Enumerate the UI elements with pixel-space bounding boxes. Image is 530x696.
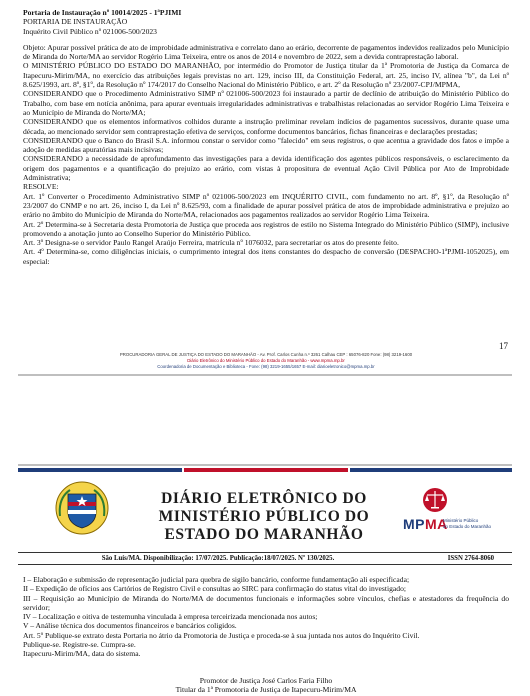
page-divider bbox=[18, 374, 512, 376]
preamble-paragraph: O MINISTÉRIO PÚBLICO DO ESTADO DO MARANHÃO, por intermédio do Promotor de Justiça titular da 1ª Promotoria de Justiça da Comarca de Itapecuru-Mirim/MA, no exercício das atribuições legais previstas no art. 129, inciso III, da Constituição Federal, art. 25, inciso IV, alínea "b", da Lei nº 8.625/1993, art. 8º, §1º, da Resolução nº 174/2017 do Conselho Nacional do Ministério Público, e art. 2º da Resolução nº 23/2007-CPJ/MPMA, bbox=[23, 61, 509, 90]
considerando-2: CONSIDERANDO que os elementos informativos colhidos durante a instrução preliminar revelam indícios de pagamentos sucessivos, durante quase uma década, ao mencionado servidor sem contraprestação efetiva de serviços, conforme documentos bancários, fichas financeiras e declarações prestadas; bbox=[23, 117, 509, 136]
place-date: Itapecuru-Mirim/MA, data do sistema. bbox=[23, 649, 141, 659]
portaria-heading: Portaria de Instauração nº 10014/2025 - 1ªPJIMI bbox=[23, 8, 182, 17]
considerando-3: CONSIDERANDO que o Banco do Brasil S.A. informou constar o servidor como "falecido" em seus registros, o que acentua a gravidade dos fatos e impõe a adoção de medidas apuratórias mais incisivas; bbox=[23, 135, 509, 155]
masthead bbox=[18, 476, 512, 546]
diligence-item-3: III – Requisição ao Município de Miranda do Norte/MA de documentos funcionais e informações sobre vínculos, chefias e atestadores da frequência do servidor; bbox=[23, 593, 509, 612]
portaria-continuation bbox=[23, 575, 509, 659]
signatory-title: Titular da 1ª Promotoria de Justiça de Itapecuru-Mirim/MA bbox=[175, 685, 357, 694]
diligence-item-2: II – Expedição de ofícios aos Cartórios de Registro Civil e consultas ao SIRC para confirmação do status vital do investigado; bbox=[23, 584, 406, 594]
publication-order: Publique-se. Registre-se. Cumpra-se. bbox=[23, 640, 136, 650]
article-1: Art. 1º Converter o Procedimento Administrativo SIMP nº 021006-500/2023 em INQUÉRITO CIVIL, com fundamento no art. 8º, §1º, da Resolução nº 23/2007 do CNMP e no art. 26, inciso I, da Lei nº 8.625/93, com a finalidade de apurar possível prática de atos de improbidade administrativa e prejuízo ao erário no âmbito do Município de Miranda do Norte/MA, relacionados aos pagamentos realizados ao servidor Rogério Lima Teixeira. bbox=[23, 191, 509, 220]
footer-contact: Coordenadoria de Documentação e Biblioteca - Fone: (98) 3219-1655/1657 E-mail: diarioeletronico@mpma.mp.br bbox=[157, 364, 375, 369]
considerando-1: CONSIDERANDO que o Procedimento Administrativo SIMP nº 021006-500/2023 foi instaurado a partir de declínio de atribuição do Ministério Público do Trabalho, com base em notícia anônima, para apurar eventuais irregularidades administrativas e trabalhistas relacionadas ao servidor Rogério Lima Teixeira e ao Município de Miranda do Norte/MA; bbox=[23, 89, 509, 117]
mpma-logo-text: MPMA bbox=[403, 516, 448, 532]
article-5: Art. 5º Publique-se extrato desta Portaria no átrio da Promotoria de Justiça e proceda-se à sua juntada nos autos do Inquérito Civil. bbox=[23, 630, 420, 640]
issn: ISSN 2764-8060 bbox=[447, 555, 494, 562]
article-4: Art. 4º Determina-se, como diligências iniciais, o cumprimento integral dos itens constantes do despacho de conversão (DESPACHO-1ªPJMI-1052025), em especial: bbox=[23, 247, 509, 266]
masthead-color-bars bbox=[18, 468, 512, 473]
coat-of-arms-icon bbox=[54, 480, 110, 536]
page-divider bbox=[18, 464, 512, 466]
edition-info: São Luís/MA. Disponibilização: 17/07/2025. Publicação:18/07/2025. Nº 130/2025. bbox=[101, 555, 335, 562]
inquerito-number: Inquérito Civil Público nº 021006-500/2023 bbox=[23, 26, 157, 36]
footer-address: PROCURADORIA GERAL DE JUSTIÇA DO ESTADO DO MARANHÃO - Av. Prof. Carlos Cunha n.º 3261 Calhau CEP : 65076-820 Fone: (98) 3219-1600 bbox=[119, 352, 413, 357]
signature-block bbox=[23, 676, 509, 694]
signatory-name: Promotor de Justiça José Carlos Faria Filho bbox=[199, 676, 333, 685]
article-3: Art. 3º Designa-se o servidor Paulo Rangel Araújo Ferreira, matrícula nº 1076032, para secretariar os atos do presente feito. bbox=[23, 238, 399, 248]
portaria-subheading: PORTARIA DE INSTAURAÇÃO bbox=[23, 17, 128, 27]
resolve-label: RESOLVE: bbox=[23, 182, 59, 192]
diligence-item-4: IV – Localização e oitiva de testemunha vinculada à empresa terceirizada mencionada nos autos; bbox=[23, 612, 318, 622]
page-footer bbox=[23, 352, 509, 370]
considerando-4: CONSIDERANDO a necessidade de aprofundamento das investigações para a devida identificação dos agentes públicos responsáveis, o esclarecimento da origem dos pagamentos e a quantificação do prejuízo ao erário, com vistas à propositura de eventual Ação Civil Pública por Ato de Improbidade Administrativa; bbox=[23, 154, 509, 183]
page-number: 17 bbox=[499, 341, 508, 351]
objeto-paragraph: Objeto: Apurar possível prática de ato de improbidade administrativa e correlato dano ao erário, decorrente de pagamentos indevidos realizados pelo Município de Miranda do Norte/MA ao servidor Rogério Lima Teixeira, entre os anos de 2014 e novembro de 2022, sem a devida contraprestação laboral. bbox=[23, 42, 509, 62]
diligence-item-5: V – Análise técnica dos documentos financeiros e bancários coligidos. bbox=[23, 621, 237, 631]
portaria-body bbox=[23, 8, 509, 266]
diligence-item-1: I – Elaboração e submissão de representação judicial para quebra de sigilo bancário, conforme fundamentação ali especificada; bbox=[23, 575, 410, 584]
masthead-title: DIÁRIO ELETRÔNICO DO MINISTÉRIO PÚBLICO DO ESTADO DO MARANHÃO bbox=[158, 490, 370, 543]
edition-info-bar bbox=[18, 552, 512, 565]
mpma-logo-subtitle: Ministério Público do Estado do Maranhão bbox=[443, 518, 492, 529]
footer-diario-link[interactable]: Diário Eletrônico do Ministério Público do Estado do Maranhão - www.mpma.mp.br bbox=[187, 358, 345, 363]
article-2: Art. 2º Determina-se à Secretaria desta Promotoria de Justiça que proceda aos registros de estilo no Sistema Integrado do Ministério Público (SIMP), inclusive promovendo a anotação junto ao Conselho Superior do Ministério Público. bbox=[23, 219, 509, 238]
